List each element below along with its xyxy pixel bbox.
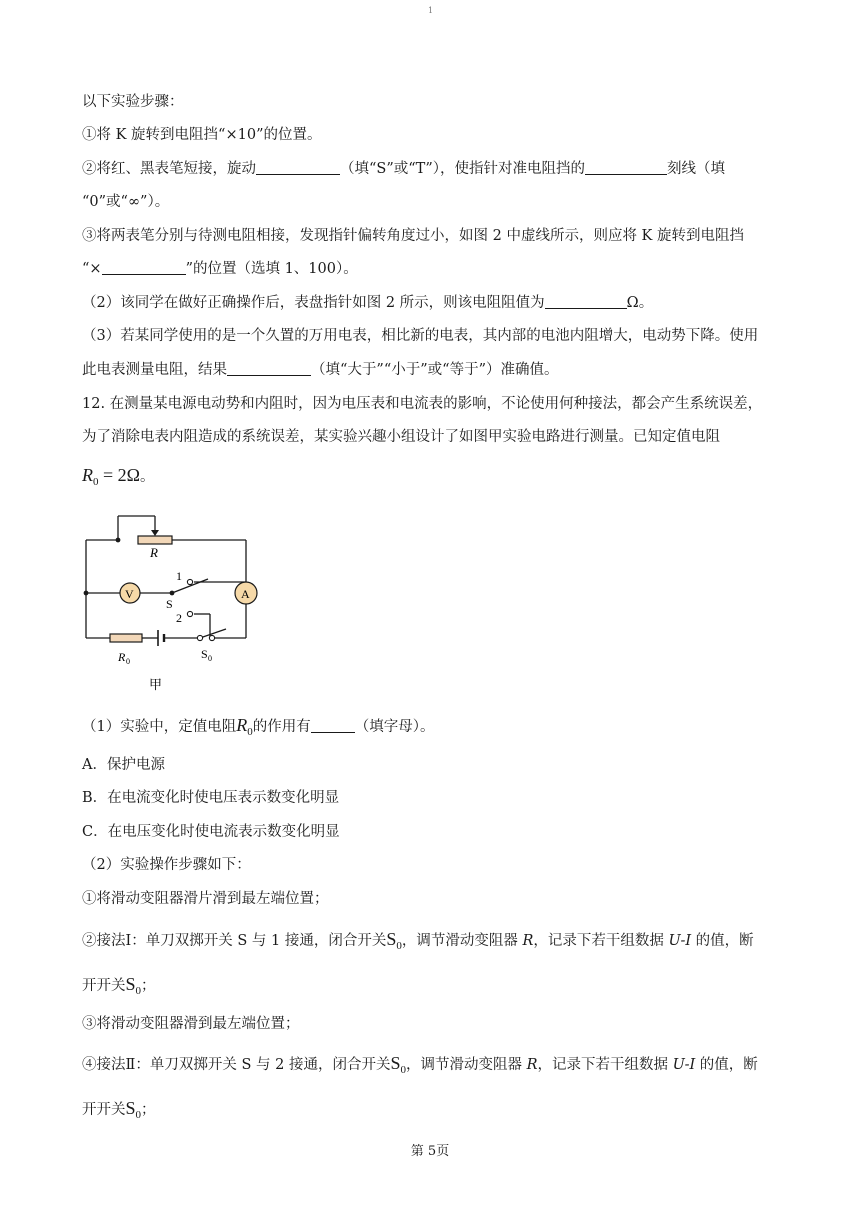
s0-symbol — [390, 1053, 406, 1076]
answer-blank — [545, 294, 627, 309]
option-c: C．在电压变化时使电流表示数变化明显 — [82, 824, 340, 840]
r0-symbol: R — [236, 715, 248, 735]
paragraph-step3a: ③将两表笔分别与待测电阻相接，发现指针偏转角度过小，如图 2 中虚线所示，则应将 K 旋转到电阻挡 — [82, 228, 744, 244]
s0-symbol — [125, 1098, 142, 1121]
question-3b — [82, 360, 782, 380]
text-segment: Ω。 — [626, 295, 654, 311]
text-segment: ； — [141, 1102, 156, 1118]
r0-symbol: R — [82, 465, 93, 485]
text-segment: “× — [82, 261, 102, 277]
text-segment: 开开关 — [82, 978, 126, 994]
text-segment: （2）该同学在做好正确操作后，表盘指针如图 2 所示，则该电阻阻值为 — [82, 295, 545, 311]
label-V: V — [125, 587, 134, 601]
text-segment: ②接法Ⅰ：单刀双掷开关 S 与 1 接通，闭合开关 — [82, 933, 387, 949]
r0-value: = 2Ω — [98, 465, 141, 485]
label-A: A — [241, 587, 250, 601]
text-segment: ，调节滑动变阻器 — [405, 1057, 527, 1073]
step-2-2b — [82, 974, 782, 1001]
text-segment: （填“大于”“小于”或“等于”）准确值。 — [311, 362, 559, 378]
step-2-3: ③将滑动变阻器滑到最左端位置； — [82, 1016, 300, 1032]
r-italic: R — [526, 1057, 538, 1073]
s-letter: S — [125, 974, 136, 994]
ui-italic: U-I — [672, 1057, 696, 1073]
text-segment: （1）实验中，定值电阻 — [82, 719, 237, 735]
s-letter: S — [125, 1098, 136, 1118]
label-R: R — [150, 545, 158, 560]
question-12a: 12. 在测量某电源电动势和内阻时，因为电压表和电流表的影响，不论使用何种接法，都会产生系统误差， — [82, 396, 763, 412]
option-b: B．在电流变化时使电压表示数变化明显 — [82, 790, 340, 806]
answer-blank — [585, 160, 667, 175]
text-segment: ，调节滑动变阻器 — [401, 933, 523, 949]
text-segment: 开开关 — [82, 1102, 126, 1118]
label-2: 2 — [176, 611, 182, 625]
step-2-4a — [82, 1053, 782, 1080]
question-2 — [82, 293, 782, 313]
step-2-4b — [82, 1098, 782, 1125]
r0-formula — [82, 465, 141, 488]
top-mark: 1 — [428, 6, 434, 15]
paragraph-intro: 以下实验步骤： — [82, 94, 184, 110]
question-12b: 为了消除电表内阻造成的系统误差，某实验兴趣小组设计了如图甲实验电路进行测量。已知定值电阻 — [82, 429, 720, 445]
step-2-1: ①将滑动变阻器滑片滑到最左端位置； — [82, 891, 329, 907]
paragraph-step2a — [82, 159, 782, 179]
text-segment: 刻线（填 — [667, 161, 726, 177]
label-S0-sub: 0 — [208, 654, 212, 663]
text-segment: 此电表测量电阻，结果 — [82, 362, 227, 378]
label-S0: S — [201, 647, 208, 661]
answer-blank — [256, 160, 340, 175]
s-subscript: 0 — [135, 1109, 142, 1121]
s-subscript: 0 — [400, 1064, 406, 1076]
ui-italic: U-I — [668, 933, 692, 949]
text-segment: ②将红、黑表笔短接，旋动 — [82, 161, 256, 177]
paragraph-step2b: “0”或“∞”）。 — [82, 194, 170, 210]
r0-subscript: 0 — [247, 726, 253, 738]
label-S: S — [166, 597, 173, 611]
figure-caption: 甲 — [149, 677, 163, 692]
label-R0-sub: 0 — [126, 657, 130, 666]
text-segment: ； — [141, 978, 156, 994]
page-footer: 第 5页 — [410, 1144, 450, 1159]
s0-symbol — [386, 929, 402, 952]
s-letter: S — [386, 929, 397, 949]
paragraph-step1: ①将 K 旋转到电阻挡“×10”的位置。 — [82, 127, 322, 143]
paragraph-step3b — [82, 259, 782, 279]
label-1: 1 — [176, 569, 182, 583]
text-segment: 的值，断 — [695, 1057, 758, 1073]
question-3a: （3）若某同学使用的是一个久置的万用电表，相比新的电表，其内部的电池内阻增大，电动势下降。使用 — [82, 328, 759, 344]
text-segment: （填字母）。 — [354, 719, 435, 735]
subquestion-1 — [82, 715, 782, 742]
s-subscript: 0 — [135, 985, 142, 997]
s0-symbol — [125, 974, 142, 997]
option-a: A．保护电源 — [82, 757, 165, 773]
text-segment: ④接法Ⅱ：单刀双掷开关 S 与 2 接通，闭合开关 — [82, 1057, 391, 1073]
r0-subscript: 0 — [93, 476, 99, 488]
circuit-diagram — [80, 508, 260, 692]
step-2-2a — [82, 929, 782, 956]
label-R0: R — [118, 650, 126, 664]
text-segment: ，记录下若干组数据 — [537, 1057, 673, 1073]
text-segment: 。 — [140, 469, 155, 485]
text-segment: ”的位置（选填 1、100）。 — [185, 261, 358, 277]
answer-blank — [311, 718, 355, 733]
s-subscript: 0 — [396, 940, 402, 952]
text-segment: 的值，断 — [691, 933, 754, 949]
s-letter: S — [390, 1053, 401, 1073]
r0-inline — [236, 715, 253, 738]
text-segment: ，记录下若干组数据 — [533, 933, 669, 949]
text-segment: 的作用有 — [252, 719, 311, 735]
answer-blank — [102, 260, 186, 275]
r0-equation — [82, 465, 782, 492]
r-italic: R — [522, 933, 534, 949]
text-segment: （填“S”或“T”），使指针对准电阻挡的 — [340, 161, 586, 177]
subquestion-2: （2）实验操作步骤如下： — [82, 857, 251, 873]
answer-blank — [227, 361, 311, 376]
